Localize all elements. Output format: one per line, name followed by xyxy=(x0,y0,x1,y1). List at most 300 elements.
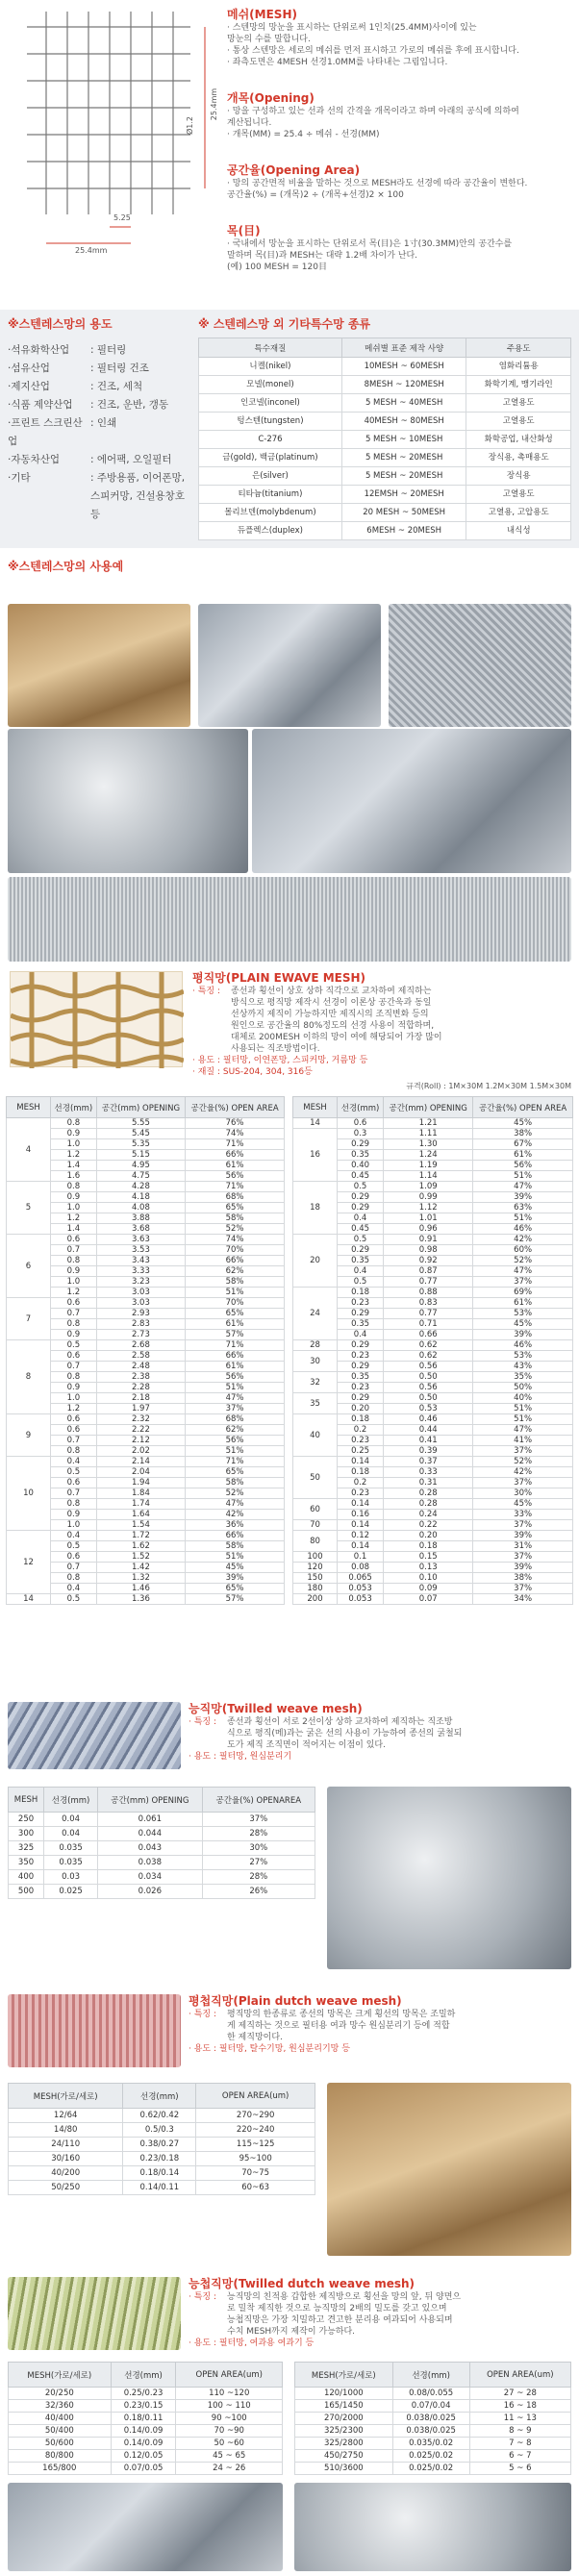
table-cell: 7 ~ 8 xyxy=(469,2438,570,2450)
table-row xyxy=(7,1594,285,1605)
table-cell: 1.2 xyxy=(51,1150,97,1161)
table-cell: 0.23 xyxy=(338,1488,384,1499)
table-cell: 0.4 xyxy=(51,1584,97,1594)
table-cell: 2.18 xyxy=(96,1393,185,1404)
table-cell: 51% xyxy=(473,1414,573,1425)
mesh-cell: 16 xyxy=(293,1129,338,1182)
pdutch-photo xyxy=(327,2083,571,2256)
diagram-horizontal-dimension: 25.4mm xyxy=(75,246,108,255)
table-cell: 0.14/0.09 xyxy=(111,2425,176,2438)
table-cell: 0.6 xyxy=(51,1552,97,1563)
table-cell: 0.12 xyxy=(338,1531,384,1541)
plain-tables xyxy=(0,1096,579,1692)
table-cell: 61% xyxy=(186,1362,285,1372)
table-cell: 30% xyxy=(202,1841,315,1856)
special-row xyxy=(199,486,571,504)
mesh-cell: 180 xyxy=(293,1584,338,1594)
tdutch-feat-3: 능첩직망은 가장 치밀하고 견고한 분리용 여과되어 사용되며 xyxy=(227,2315,453,2325)
table-cell: 0.6 xyxy=(51,1351,97,1362)
table-row xyxy=(7,1298,285,1309)
table-cell: 0.10 xyxy=(384,1573,473,1584)
table-cell: 3.63 xyxy=(96,1235,185,1245)
table-cell: 70% xyxy=(186,1298,285,1309)
table-cell: 5.45 xyxy=(96,1129,185,1139)
table-cell: 0.35 xyxy=(338,1150,384,1161)
table-cell: 90 ~100 xyxy=(176,2413,283,2425)
table-cell: 51% xyxy=(473,1171,573,1182)
table-cell: 39% xyxy=(473,1192,573,1203)
table-cell: 0.08 xyxy=(338,1563,384,1573)
table-row xyxy=(7,1235,285,1245)
table-row xyxy=(295,2438,571,2450)
pdutch-col-area: OPEN AREA(um) xyxy=(196,2084,315,2109)
table-cell: 1.6 xyxy=(51,1171,97,1182)
pdutch-col-mesh: MESH(가로/세로) xyxy=(9,2084,123,2109)
table-cell: 0.5 xyxy=(338,1235,384,1245)
table-cell: 38% xyxy=(473,1573,573,1584)
special-cell: 6MESH ~ 20MESH xyxy=(341,522,466,540)
table-cell: 5.35 xyxy=(96,1139,185,1150)
table-cell: 61% xyxy=(186,1319,285,1330)
special-row xyxy=(199,449,571,467)
table-cell: 0.053 xyxy=(338,1594,384,1605)
table-cell: 0.25 xyxy=(338,1446,384,1457)
table-cell: 39% xyxy=(473,1563,573,1573)
use-item-value: : 에어팩, 오일필터 xyxy=(90,454,172,465)
table-cell: 1.0 xyxy=(51,1203,97,1213)
table-cell: 0.18 xyxy=(338,1414,384,1425)
table-cell: 0.043 xyxy=(98,1841,202,1856)
table-cell: 1.2 xyxy=(51,1213,97,1224)
special-cell: 몰리브덴(molybdenum) xyxy=(199,504,342,522)
plain-feat-5: 대체로 200MESH 이하의 망이 여에 해당되어 가장 많이 xyxy=(231,1033,442,1042)
plain-dutch-illustration xyxy=(8,1994,181,2067)
table-cell: 0.9 xyxy=(51,1510,97,1520)
table-cell: 4.28 xyxy=(96,1182,185,1192)
table-cell: 47% xyxy=(186,1393,285,1404)
table-row xyxy=(295,2425,571,2438)
table-cell: 11 ~ 13 xyxy=(469,2413,570,2425)
table-row xyxy=(293,1563,573,1573)
plain-table-left-wrap xyxy=(6,1096,285,1605)
special-row xyxy=(199,467,571,486)
special-cell: 20 MESH ~ 50MESH xyxy=(341,504,466,522)
table-cell: 58% xyxy=(186,1213,285,1224)
table-cell: 56% xyxy=(473,1161,573,1171)
special-cell: 고열용도 xyxy=(466,486,571,504)
tdutch-use: · 용도 : 필터망, 여과용 여과기 등 xyxy=(189,2338,315,2348)
table-cell: 40/200 xyxy=(9,2166,123,2181)
use-item xyxy=(8,396,190,414)
table-cell: 66% xyxy=(186,1351,285,1362)
mesh-cell: 35 xyxy=(293,1393,338,1414)
table-cell: 39% xyxy=(473,1531,573,1541)
table-cell: 0.4 xyxy=(51,1531,97,1541)
plain-feat-3: 선상까지 제직이 가능하지만 제직시의 조직변화 등의 xyxy=(231,1010,429,1019)
mesh-cell: 10 xyxy=(7,1457,51,1531)
table-cell: 1.32 xyxy=(96,1573,185,1584)
table-cell: 1.30 xyxy=(384,1139,473,1150)
table-cell: 58% xyxy=(186,1541,285,1552)
table-cell: 1.12 xyxy=(384,1203,473,1213)
twill-table xyxy=(8,1787,315,1899)
table-cell: 0.5/0.3 xyxy=(123,2123,196,2138)
table-cell: 0.77 xyxy=(384,1277,473,1288)
table-cell: 0.96 xyxy=(384,1224,473,1235)
table-cell: 0.99 xyxy=(384,1192,473,1203)
table-cell: 0.62 xyxy=(384,1351,473,1362)
area-title: 공간율(Opening Area) xyxy=(227,163,361,177)
table-cell: 165/800 xyxy=(9,2463,112,2475)
table-cell: 50% xyxy=(473,1383,573,1393)
table-cell: 52% xyxy=(186,1224,285,1235)
table-cell: 0.37 xyxy=(384,1457,473,1467)
area-text-2: 공간율(%) = (개목)2 ÷ (개목+선경)2 × 100 xyxy=(227,190,404,200)
table-cell: 0.9 xyxy=(51,1330,97,1340)
table-cell: 2.93 xyxy=(96,1309,185,1319)
table-cell: 71% xyxy=(186,1182,285,1192)
plain-mat: · 재질 : SUS-204, 304, 316등 xyxy=(192,1067,313,1077)
table-cell: 46% xyxy=(473,1224,573,1235)
plain-title: 평직망(PLAIN EWAVE MESH) xyxy=(192,971,366,985)
table-cell: 42% xyxy=(473,1467,573,1478)
plain-r-col-wire: 선경(mm) xyxy=(338,1097,384,1118)
special-cell: 금(gold), 백금(platinum) xyxy=(199,449,342,467)
table-cell: 1.01 xyxy=(384,1213,473,1224)
table-cell: 0.91 xyxy=(384,1235,473,1245)
table-row xyxy=(9,2463,283,2475)
table-cell: 1.74 xyxy=(96,1499,185,1510)
twilled-dutch-desc xyxy=(189,2275,573,2349)
use-item-value: : 건조, 운반, 갱동 xyxy=(90,399,169,411)
table-cell: 3.88 xyxy=(96,1213,185,1224)
table-cell: 34% xyxy=(473,1594,573,1605)
mesh-cell: 28 xyxy=(293,1340,338,1351)
special-cell: 모넬(monel) xyxy=(199,376,342,394)
table-row xyxy=(293,1499,573,1510)
table-cell: 0.29 xyxy=(338,1245,384,1256)
mesh-cell: 24 xyxy=(293,1288,338,1340)
special-cell: 내식성 xyxy=(466,522,571,540)
table-cell: 0.88 xyxy=(384,1288,473,1298)
table-cell: 2.28 xyxy=(96,1383,185,1393)
table-cell: 3.23 xyxy=(96,1277,185,1288)
table-cell: 0.35 xyxy=(338,1319,384,1330)
table-cell: 57% xyxy=(186,1330,285,1340)
table-cell: 3.53 xyxy=(96,1245,185,1256)
table-cell: 60~63 xyxy=(196,2181,315,2195)
table-cell: 70 ~90 xyxy=(176,2425,283,2438)
table-row xyxy=(9,1856,315,1870)
plain-l-col-mesh: MESH xyxy=(7,1097,51,1118)
table-cell: 0.5 xyxy=(338,1182,384,1192)
mesh-cell: 14 xyxy=(293,1118,338,1129)
opening-text-3: · 개목(MM) = 25.4 ÷ 메쉬 - 선경(MM) xyxy=(227,130,380,139)
table-cell: 0.18/0.11 xyxy=(111,2413,176,2425)
table-cell: 1.64 xyxy=(96,1510,185,1520)
use-item xyxy=(8,360,190,378)
tdutch-feat-4: 수치 MESH까지 제작이 가능하다. xyxy=(227,2327,356,2337)
table-cell: 4.75 xyxy=(96,1171,185,1182)
twilled-dutch-illustration xyxy=(8,2277,181,2350)
table-row xyxy=(9,2123,315,2138)
mesh-text-2: 망눈의 수를 말합니다. xyxy=(227,35,311,44)
mok-text-2: 말하며 목(目)과 MESH는 대략 1.2배 차이가 난다. xyxy=(227,251,418,261)
table-cell: 0.9 xyxy=(51,1266,97,1277)
table-cell: 0.23 xyxy=(338,1351,384,1362)
special-cell: 염화리튬용 xyxy=(466,358,571,376)
table-cell: 0.025/0.02 xyxy=(392,2463,469,2475)
mesh-cell: 30 xyxy=(293,1351,338,1372)
table-cell: 71% xyxy=(186,1457,285,1467)
plain-r-col-opening: 공간(mm) OPENING xyxy=(384,1097,473,1118)
table-cell: 37% xyxy=(473,1446,573,1457)
plain-l-col-area: 공간율(%) OPEN AREA xyxy=(186,1097,285,1118)
table-cell: 3.68 xyxy=(96,1224,185,1235)
mesh-cell: 12 xyxy=(7,1531,51,1594)
table-cell: 1.42 xyxy=(96,1563,185,1573)
table-cell: 0.14/0.09 xyxy=(111,2438,176,2450)
table-cell: 0.061 xyxy=(98,1813,202,1827)
table-cell: 1.2 xyxy=(51,1288,97,1298)
table-cell: 65% xyxy=(186,1584,285,1594)
table-cell: 1.84 xyxy=(96,1488,185,1499)
table-cell: 30% xyxy=(473,1488,573,1499)
example-photo-cones xyxy=(8,604,190,727)
table-cell: 0.40 xyxy=(338,1161,384,1171)
table-cell: 0.29 xyxy=(338,1309,384,1319)
table-cell: 0.026 xyxy=(98,1885,202,1899)
table-cell: 0.8 xyxy=(51,1118,97,1129)
table-cell: 47% xyxy=(473,1425,573,1436)
table-cell: 52% xyxy=(473,1457,573,1467)
table-cell: 0.4 xyxy=(338,1330,384,1340)
mesh-cell: 6 xyxy=(7,1235,51,1298)
table-cell: 57% xyxy=(186,1594,285,1605)
mok-text-1: · 국내에서 망눈을 표시하는 단위로서 목(目)은 1寸(30.3MM)안의 공간수를 xyxy=(227,239,513,249)
table-cell: 0.6 xyxy=(51,1414,97,1425)
table-cell: 0.38/0.27 xyxy=(123,2138,196,2152)
table-cell: 0.14 xyxy=(338,1520,384,1531)
table-cell: 0.29 xyxy=(338,1203,384,1213)
table-cell: 0.29 xyxy=(338,1393,384,1404)
table-cell: 1.94 xyxy=(96,1478,185,1488)
twill-section xyxy=(0,1694,579,1983)
table-cell: 0.8 xyxy=(51,1446,97,1457)
pdutch-feat-2: 게 제직하는 것으로 필터용 여과 망수 원심분리기 등에 적합 xyxy=(227,2021,450,2031)
table-cell: 53% xyxy=(473,1309,573,1319)
table-cell: 50/250 xyxy=(9,2181,123,2195)
table-row xyxy=(293,1414,573,1425)
table-cell: 115~125 xyxy=(196,2138,315,2152)
table-cell: 8 ~ 9 xyxy=(469,2425,570,2438)
plain-dutch-desc xyxy=(189,1992,573,2055)
table-cell: 1.72 xyxy=(96,1531,185,1541)
special-table xyxy=(198,338,571,540)
example-photo-discs xyxy=(198,604,381,727)
table-cell: 45% xyxy=(186,1563,285,1573)
table-cell: 27% xyxy=(202,1856,315,1870)
table-cell: 1.46 xyxy=(96,1584,185,1594)
table-cell: 0.7 xyxy=(51,1245,97,1256)
table-cell: 0.8 xyxy=(51,1372,97,1383)
use-item-field: ·식품 제약산업 xyxy=(8,399,73,411)
table-cell: 1.0 xyxy=(51,1139,97,1150)
table-cell: 45 ~ 65 xyxy=(176,2450,283,2463)
mesh-cell: 14 xyxy=(7,1594,51,1605)
table-cell: 0.71 xyxy=(384,1319,473,1330)
table-cell: 95~100 xyxy=(196,2152,315,2166)
use-item-field: ·기타 xyxy=(8,472,31,484)
special-cell: 10MESH ~ 60MESH xyxy=(341,358,466,376)
table-cell: 0.04 xyxy=(44,1827,98,1841)
table-cell: 1.0 xyxy=(51,1393,97,1404)
table-cell: 0.18/0.14 xyxy=(123,2166,196,2181)
table-cell: 120/1000 xyxy=(295,2388,393,2400)
table-cell: 58% xyxy=(186,1277,285,1288)
use-item-field: ·프린트 스크린산업 xyxy=(8,417,83,447)
table-cell: 12/64 xyxy=(9,2109,123,2123)
twill-desc xyxy=(189,1700,573,1763)
tdutch-l-col-mesh: MESH(가로/세로) xyxy=(9,2363,112,2388)
table-row xyxy=(293,1351,573,1362)
table-row xyxy=(9,2109,315,2123)
table-cell: 325/2300 xyxy=(295,2425,393,2438)
table-cell: 0.5 xyxy=(51,1541,97,1552)
table-cell: 0.46 xyxy=(384,1414,473,1425)
special-row xyxy=(199,358,571,376)
table-row xyxy=(293,1393,573,1404)
table-cell: 1.52 xyxy=(96,1552,185,1563)
table-row xyxy=(9,2438,283,2450)
tdutch-table-right-wrap xyxy=(294,2362,571,2475)
table-cell: 0.35 xyxy=(338,1256,384,1266)
special-cell: 5 MESH ~ 20MESH xyxy=(341,449,466,467)
table-cell: 0.35 xyxy=(338,1372,384,1383)
table-cell: 0.33 xyxy=(384,1467,473,1478)
table-cell: 0.29 xyxy=(338,1340,384,1351)
use-item-field: ·섬유산업 xyxy=(8,363,50,374)
table-cell: 32/360 xyxy=(9,2400,112,2413)
table-cell: 66% xyxy=(186,1150,285,1161)
table-cell: 0.8 xyxy=(51,1573,97,1584)
pdutch-col-wire: 선경(mm) xyxy=(123,2084,196,2109)
special-cell: 장식용, 촉매용도 xyxy=(466,449,571,467)
table-cell: 0.035/0.02 xyxy=(392,2438,469,2450)
mesh-cell: 100 xyxy=(293,1552,338,1563)
special-row xyxy=(199,504,571,522)
table-row xyxy=(293,1573,573,1584)
table-row xyxy=(7,1457,285,1467)
plain-table-left xyxy=(6,1096,285,1605)
table-cell: 53% xyxy=(473,1351,573,1362)
table-cell: 0.04 xyxy=(44,1813,98,1827)
table-cell: 1.19 xyxy=(384,1161,473,1171)
table-cell: 325 xyxy=(9,1841,44,1856)
table-cell: 100 ~ 110 xyxy=(176,2400,283,2413)
use-item xyxy=(8,414,190,451)
table-cell: 0.13 xyxy=(384,1563,473,1573)
table-cell: 0.77 xyxy=(384,1309,473,1319)
table-cell: 0.24 xyxy=(384,1510,473,1520)
table-cell: 0.038/0.025 xyxy=(392,2425,469,2438)
table-cell: 0.4 xyxy=(338,1213,384,1224)
table-cell: 51% xyxy=(186,1446,285,1457)
table-cell: 3.03 xyxy=(96,1288,185,1298)
tdutch-table-left xyxy=(8,2362,283,2475)
uses-list xyxy=(8,341,190,524)
table-cell: 52% xyxy=(473,1256,573,1266)
table-cell: 37% xyxy=(202,1813,315,1827)
table-cell: 52% xyxy=(186,1488,285,1499)
special-cell: 화학공업, 내산화성 xyxy=(466,431,571,449)
tdutch-table-right xyxy=(294,2362,571,2475)
table-cell: 65% xyxy=(186,1203,285,1213)
table-cell: 0.8 xyxy=(51,1499,97,1510)
table-cell: 0.6 xyxy=(51,1478,97,1488)
table-cell: 450/2750 xyxy=(295,2450,393,2463)
table-cell: 42% xyxy=(473,1235,573,1245)
twill-col-mesh: MESH xyxy=(9,1788,44,1813)
use-item-value: : 필터링 xyxy=(90,344,127,356)
table-row xyxy=(295,2388,571,2400)
table-cell: 28% xyxy=(202,1870,315,1885)
table-row xyxy=(293,1129,573,1139)
use-item-value: : 필터링 건조 xyxy=(90,363,149,374)
special-cell: 40MESH ~ 80MESH xyxy=(341,413,466,431)
diagram-wire-diameter: Ø1.2 xyxy=(186,115,195,136)
twill-use: · 용도 : 필터망, 원심분리기 xyxy=(189,1752,292,1762)
table-cell: 0.025 xyxy=(44,1885,98,1899)
table-cell: 0.07 xyxy=(384,1594,473,1605)
mesh-text-1: · 스텐망의 망눈을 표시하는 단위로써 1인치(25.4MM)사이에 있는 xyxy=(227,23,477,33)
table-cell: 40/400 xyxy=(9,2413,112,2425)
table-cell: 0.8 xyxy=(51,1182,97,1192)
table-cell: 0.45 xyxy=(338,1171,384,1182)
uses-panel xyxy=(8,315,190,524)
special-row xyxy=(199,431,571,449)
twill-photo xyxy=(327,1787,571,1969)
mesh-cell: 7 xyxy=(7,1298,51,1340)
table-cell: 3.43 xyxy=(96,1256,185,1266)
table-cell: 68% xyxy=(186,1192,285,1203)
table-cell: 3.03 xyxy=(96,1298,185,1309)
table-row xyxy=(9,2152,315,2166)
plain-use: · 용도 : 필터망, 이연폰망, 스피커망, 거름망 등 xyxy=(192,1056,368,1065)
special-cell: 인코넬(inconel) xyxy=(199,394,342,413)
table-cell: 68% xyxy=(186,1414,285,1425)
plain-weave-desc xyxy=(192,969,573,1078)
table-cell: 61% xyxy=(186,1161,285,1171)
table-cell: 47% xyxy=(473,1182,573,1192)
table-row xyxy=(9,2181,315,2195)
table-cell: 2.83 xyxy=(96,1319,185,1330)
table-cell: 0.31 xyxy=(384,1478,473,1488)
example-photo-sieves xyxy=(252,729,571,873)
table-cell: 0.6 xyxy=(51,1425,97,1436)
special-row xyxy=(199,413,571,431)
tdutch-feat-1: 능직망의 친적용 갑합한 제직방으로 횡선을 망의 앞, 뒤 양면으 xyxy=(227,2292,462,2302)
use-item xyxy=(8,341,190,360)
plain-r-col-mesh: MESH xyxy=(293,1097,338,1118)
table-row xyxy=(293,1235,573,1245)
table-cell: 0.8 xyxy=(51,1256,97,1266)
table-cell: 0.14 xyxy=(338,1541,384,1552)
tdutch-l-col-wire: 선경(mm) xyxy=(111,2363,176,2388)
table-cell: 0.4 xyxy=(338,1266,384,1277)
table-cell: 0.20 xyxy=(384,1531,473,1541)
area-text-1: · 망의 공간면적 비율을 말하는 것으로 MESH라도 선경에 따라 공간율이 변한다. xyxy=(227,179,528,188)
